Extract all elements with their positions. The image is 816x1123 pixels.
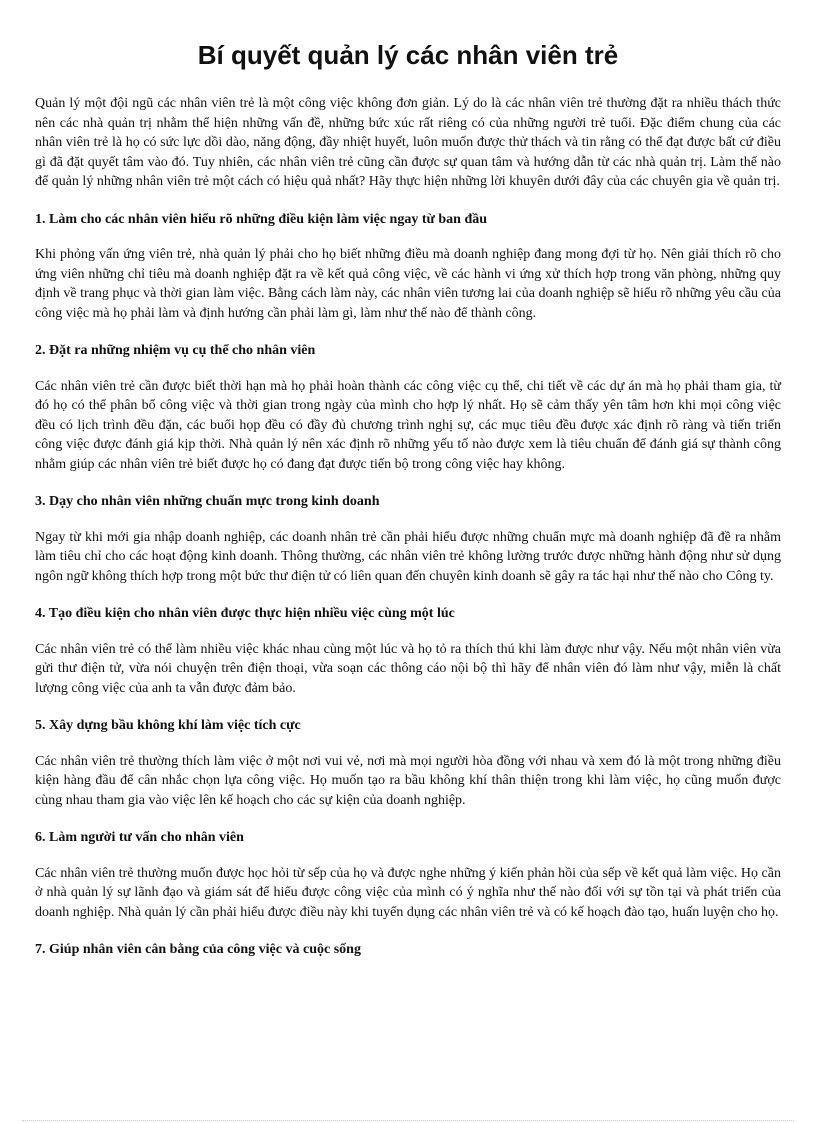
section-heading-5: 5. Xây dựng bầu không khí làm việc tích cực	[35, 718, 301, 733]
intro-paragraph: Quản lý một đội ngũ các nhân viên trẻ là một công việc không đơn giản. Lý do là các nhân viên trẻ thường đặt ra nhiều thách thức nên các nhà quản trị nhằm thể hiện những vấn đề, những bức xúc rất riêng có của những người trẻ tuổi. Đặc điểm chung của các nhân viên trẻ là họ có sức lực dồi dào, năng động, đầy nhiệt huyết, luôn muốn được thử thách và tin rằng có thể đạt được bất cứ điều gì đã đặt quyết tâm vào đó. Tuy nhiên, các nhân viên trẻ cũng cần được sự quan tâm và hướng dẫn từ các nhà quản trị. Làm thế nào để quản lý những nhân viên trẻ một cách có hiệu quả nhất? Hãy thực hiện những lời khuyên dưới đây của các chuyên gia về quản trị.	[35, 96, 781, 189]
section-heading-4: 4. Tạo điều kiện cho nhân viên được thực hiện nhiều việc cùng một lúc	[35, 606, 455, 621]
section-body-2: Các nhân viên trẻ cần được biết thời hạn mà họ phải hoàn thành các công việc cụ thể, chi tiết về các dự án mà họ phải tham gia, từ đó họ có thể phân bổ công việc và thời gian trong ngày của mình cho hợp lý nhất. Họ sẽ cảm thấy yên tâm hơn khi mọi công việc đều có lịch trình đều đặn, các buổi họp đều có đầy đủ chương trình nghị sự, các mục tiêu đều được xác định rõ ràng và tiến triển công việc được đánh giá kịp thời. Nhà quản lý nên xác định rõ những yếu tố nào được xem là tiêu chuẩn để đánh giá sự thành công nhằm giúp các nhân viên trẻ biết được họ có đang đạt được tiến bộ trong công việc hay không.	[35, 378, 781, 472]
page-title: Bí quyết quản lý các nhân viên trẻ	[197, 40, 619, 70]
page-bottom-divider	[22, 1120, 794, 1121]
document-page	[35, 0, 781, 976]
section-heading-3: 3. Dạy cho nhân viên những chuẩn mực trong kinh doanh	[35, 494, 380, 509]
section-heading-7: 7. Giúp nhân viên cân bằng của công việc và cuộc sống	[35, 942, 361, 957]
section-body-4: Các nhân viên trẻ có thể làm nhiều việc khác nhau cùng một lúc và họ tỏ ra thích thú khi làm được như vậy. Nếu một nhân viên vừa gửi thư điện tử, vừa nói chuyện trên điện thoại, vừa soạn các thông cáo nội bộ thì hãy để nhân viên đó làm như vậy, miễn là chất lượng công việc của anh ta vẫn được đảm bảo.	[35, 641, 781, 696]
section-heading-2: 2. Đặt ra những nhiệm vụ cụ thể cho nhân viên	[35, 343, 316, 358]
section-heading-6: 6. Làm người tư vấn cho nhân viên	[35, 830, 244, 845]
section-heading-1: 1. Làm cho các nhân viên hiểu rõ những điều kiện làm việc ngay từ ban đầu	[35, 211, 488, 227]
section-body-5: Các nhân viên trẻ thường thích làm việc ở một nơi vui vẻ, nơi mà mọi người hòa đồng với nhau và xem đó là một trong những điều kiện hàng đầu để cân nhắc chọn lựa công việc. Họ muốn tạo ra bầu không khí thân thiện trong khi làm việc, họ cũng muốn được cùng nhau tham gia vào việc lên kế hoạch cho các sự kiện của doanh nghiệp.	[35, 753, 781, 808]
section-body-3: Ngay từ khi mới gia nhập doanh nghiệp, các doanh nhân trẻ cần phải hiểu được những chuẩn mực mà doanh nghiệp đã đề ra nhằm làm tiêu chỉ cho các hoạt động kinh doanh. Thông thường, các nhân viên trẻ không lường trước được những hành động như sử dụng ngôn ngữ không thích hợp trong một bức thư điện tử có liên quan đến chuyên kinh doanh sẽ gây ra tác hại như thế nào cho Công ty.	[35, 529, 781, 584]
section-body-1: Khi phỏng vấn ứng viên trẻ, nhà quản lý phải cho họ biết những điều mà doanh nghiệp đang mong đợi từ họ. Nên giải thích rõ cho ứng viên những chỉ tiêu mà doanh nghiệp đặt ra về kết quả công việc, về các hành vi ứng xử thích hợp trong văn phòng, những quy định về trang phục và thời gian làm việc. Bằng cách làm này, các nhân viên tương lai của doanh nghiệp sẽ hiểu rõ những yêu cầu của công việc mà họ phải làm và định hướng cần phải làm gì, làm như thế nào để thành công.	[35, 247, 781, 321]
section-body-6: Các nhân viên trẻ thường muốn được học hỏi từ sếp của họ và được nghe những ý kiến phản hồi của sếp về kết quả làm việc. Họ cần ở nhà quản lý sự lãnh đạo và giám sát để hiểu được công việc của mình có ý nghĩa như thế nào đối với sự tồn tại và phát triển của doanh nghiệp. Nhà quản lý cần phải hiểu được điều này khi tuyển dụng các nhân viên trẻ và có kế hoạch đào tạo, huấn luyện cho họ.	[35, 865, 781, 920]
